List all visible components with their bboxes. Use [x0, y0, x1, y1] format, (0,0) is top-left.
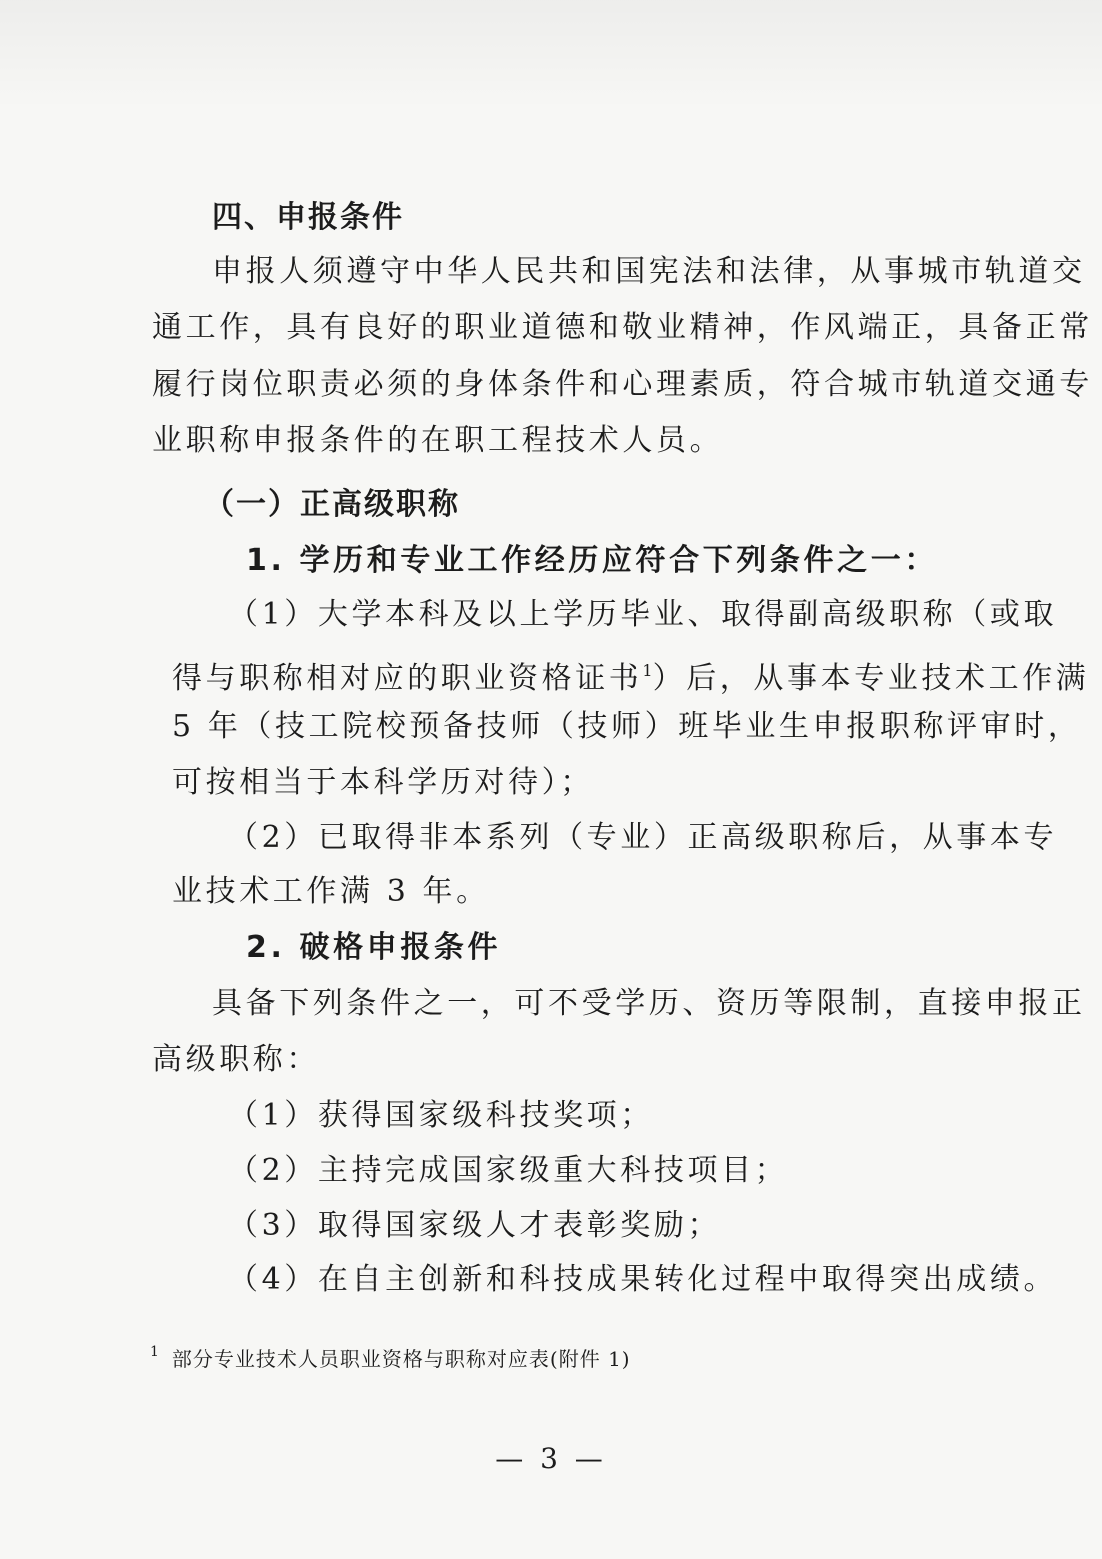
- item1-sub1-line2-after: ）后，从事本专业技术工作满: [652, 661, 1090, 696]
- item1-sub2-line2: 业技术工作满 3 年。: [172, 874, 490, 909]
- item2-list-item-1: （1）获得国家级科技奖项；: [228, 1098, 654, 1133]
- item2-intro-line2: 高级职称：: [152, 1042, 320, 1077]
- item1-sub1-line2-before: 得与职称相对应的职业资格证书: [172, 661, 643, 696]
- item1-sub1-line1: （1）大学本科及以上学历毕业、取得副高级职称（或取: [228, 597, 1058, 632]
- item1-sub1-line2: [172, 651, 1089, 699]
- item1-sub2-line1: （2）已取得非本系列（专业）正高级职称后，从事本专: [228, 820, 1058, 855]
- item2-list-item-3: （3）取得国家级人才表彰奖励；: [228, 1208, 722, 1243]
- footnote-text: 部分专业技术人员职业资格与职称对应表(附件 1): [171, 1347, 631, 1371]
- item2-intro-line1: 具备下列条件之一，可不受学历、资历等限制，直接申报正: [212, 986, 1086, 1021]
- item1-heading: 1. 学历和专业工作经历应符合下列条件之一：: [246, 543, 938, 578]
- item1-sub1-line4: 可按相当于本科学历对待）；: [172, 765, 594, 800]
- intro-line-4: 业职称申报条件的在职工程技术人员。: [152, 423, 724, 458]
- item2-heading: 2. 破格申报条件: [246, 930, 502, 965]
- intro-line-3: 履行岗位职责必须的身体条件和心理素质，符合城市轨道交通专: [152, 367, 1093, 402]
- scan-header-shadow: [0, 0, 1102, 110]
- item1-sub1-line3: 5 年（技工院校预备技师（技师）班毕业生申报职称评审时，: [172, 709, 1082, 744]
- intro-line-2: 通工作，具有良好的职业道德和敬业精神，作风端正，具备正常: [152, 310, 1093, 345]
- page-number: — 3 —: [495, 1442, 607, 1475]
- subsection-heading: （一）正高级职称: [204, 487, 460, 522]
- item2-list-item-4: （4）在自主创新和科技成果转化过程中取得突出成绩。: [228, 1262, 1058, 1297]
- footnote-reference: 1: [642, 661, 653, 680]
- footnote-mark: 1: [150, 1344, 160, 1360]
- intro-line-1: 申报人须遵守中华人民共和国宪法和法律，从事城市轨道交: [212, 254, 1086, 289]
- footnote: [150, 1338, 631, 1373]
- section-heading: 四、申报条件: [212, 200, 404, 235]
- item2-list-item-2: （2）主持完成国家级重大科技项目；: [228, 1153, 789, 1188]
